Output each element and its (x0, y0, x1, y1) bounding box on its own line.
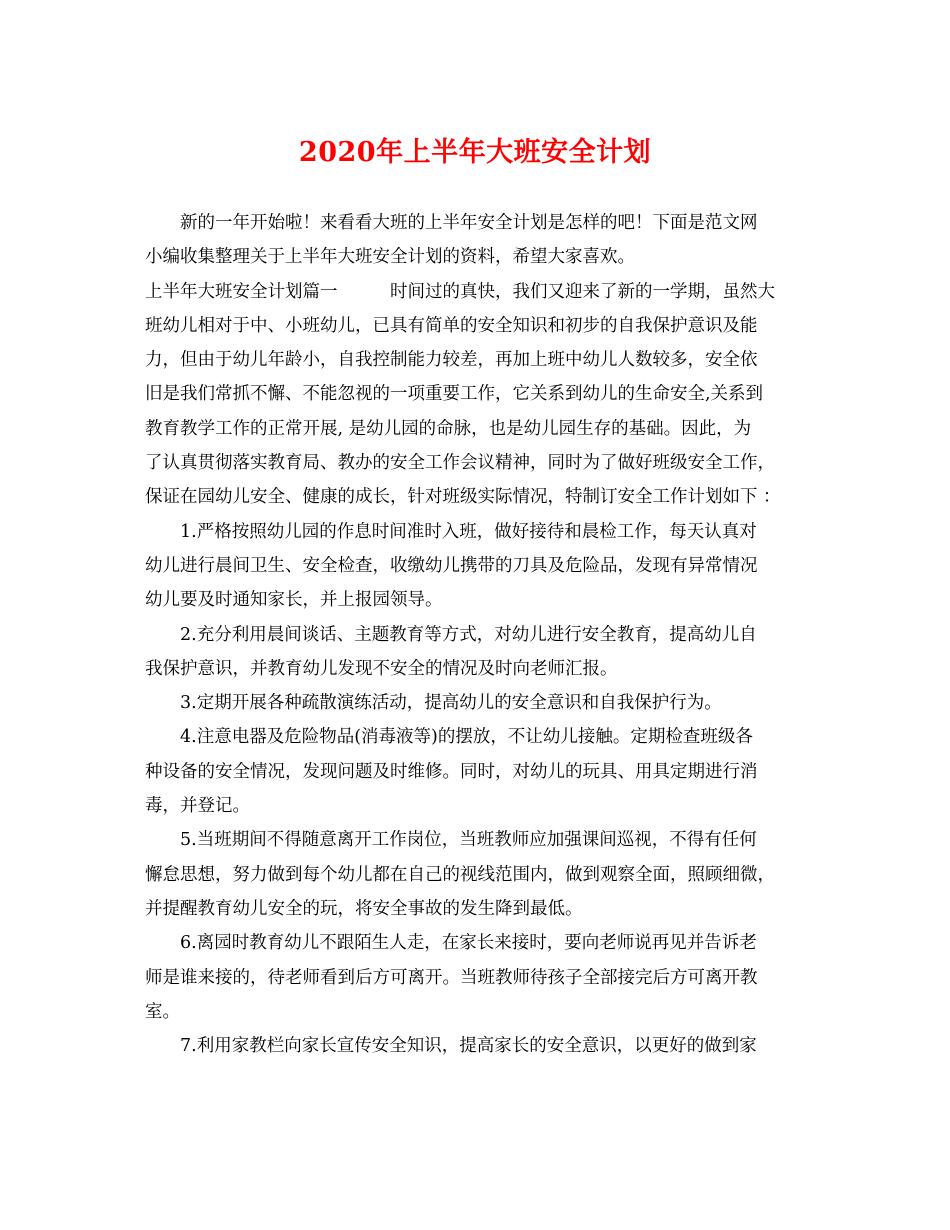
text-line: 保证在园幼儿安全、健康的成长，针对班级实际情况，特制订安全工作计划如下 ： (145, 487, 781, 508)
text-line: 懈怠思想，努力做到每个幼儿都在自己的视线范围内，做到观察全面，照顾细微， (145, 864, 775, 885)
text-line: 并提醒教育幼儿安全的玩，将安全事故的发生降到最低。 (145, 898, 583, 919)
text-line: 6.离园时教育幼儿不跟陌生人走，在家长来接时，要向老师说再见并告诉老 (145, 933, 757, 954)
text-line: 上半年大班安全计划篇一 时间过的真快，我们又迎来了新的一学期，虽然大 (145, 281, 775, 302)
text-line: 新的一年开始啦！来看看大班的上半年安全计划是怎样的吧！下面是范文网 (145, 213, 758, 233)
text-line: 3.定期开展各种疏散演练活动，提高幼儿的安全意识和自我保护行为。 (145, 693, 722, 714)
text-line: 毒，并登记。 (145, 796, 250, 817)
text-line: 旧是我们常抓不懈、不能忽视的一项重要工作，它关系到幼儿的生命安全,关系到 (145, 384, 764, 405)
text-line: 小编收集整理关于上半年大班安全计划的资料，希望大家喜欢。 (145, 247, 635, 268)
text-line: 5.当班期间不得随意离开工作岗位，当班教师应加强课间巡视，不得有任何 (145, 830, 757, 851)
text-line: 我保护意识，并教育幼儿发现不安全的情况及时向老师汇报。 (145, 658, 618, 679)
document-body (145, 206, 805, 1063)
text-line: 室。 (145, 1001, 180, 1022)
text-line: 教育教学工作的正常开展, 是幼儿园的命脉，也是幼儿园生存的基础。因此，为 (145, 418, 752, 439)
text-line: 师是谁来接的，待老师看到后方可离开。当班教师待孩子全部接完后方可离开教 (145, 967, 758, 988)
text-line: 幼儿要及时通知家长，并上报园领导。 (145, 590, 443, 611)
text-line: 7.利用家教栏向家长宣传安全知识，提高家长的安全意识，以更好的做到家 (145, 1036, 757, 1057)
text-line: 力，但由于幼儿年龄小，自我控制能力较差，再加上班中幼儿人数较多，安全依 (145, 350, 758, 371)
text-line: 种设备的安全情况，发现问题及时维修。同时，对幼儿的玩具、用具定期进行消 (145, 761, 758, 782)
text-line: 1.严格按照幼儿园的作息时间准时入班，做好接待和晨检工作，每天认真对 (145, 521, 757, 542)
text-line: 幼儿进行晨间卫生、安全检查，收缴幼儿携带的刀具及危险品，发现有异常情况 (145, 555, 758, 576)
text-line: 班幼儿相对于中、小班幼儿，已具有简单的安全知识和初步的自我保护意识及能 (145, 315, 758, 336)
text-line: 2.充分利用晨间谈话、主题教育等方式，对幼儿进行安全教育，提高幼儿自 (145, 624, 757, 645)
text-line: 4.注意电器及危险物品(消毒液等)的摆放，不让幼儿接触。定期检查班级各 (145, 727, 753, 748)
document-title: 2020年上半年大班安全计划 (298, 137, 652, 168)
text-line: 了认真贯彻落实教育局、教办的安全工作会议精神，同时为了做好班级安全工作， (145, 453, 775, 474)
